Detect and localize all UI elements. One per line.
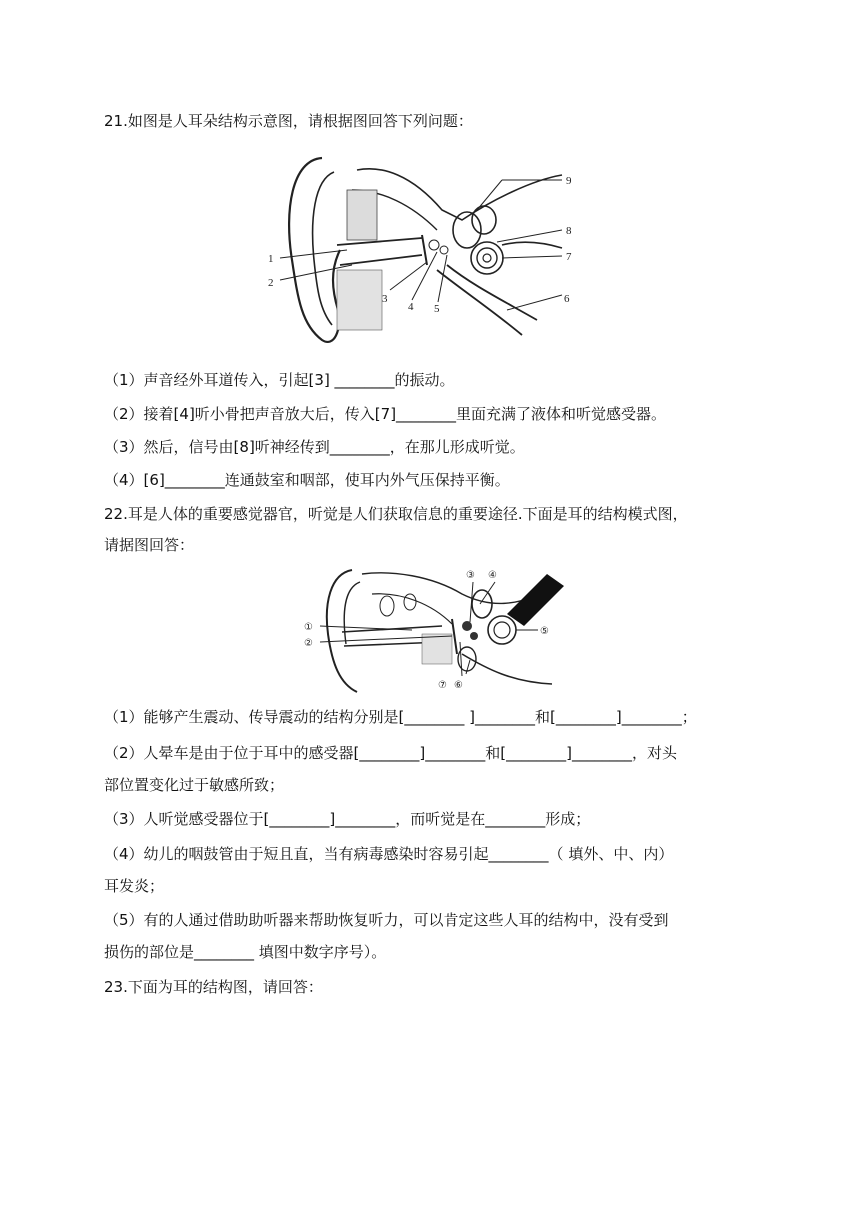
q22-title-line1: 22.耳是人体的重要感觉器官，听觉是人们获取信息的重要途径.下面是耳的结构模式图，	[104, 505, 688, 523]
q23-title: 23.下面为耳的结构图，请回答：	[104, 978, 323, 996]
q21-title: 21.如图是人耳朵结构示意图，请根据图回答下列问题：	[104, 112, 473, 130]
q22-item-4-cont: 耳发炎；	[104, 877, 165, 895]
ear-structure-diagram-1	[262, 150, 592, 350]
fig2-label-7: ⑦	[438, 680, 447, 691]
q21-item-1: （1）声音经外耳道传入，引起[3] ________的振动。	[104, 371, 455, 389]
fig2-label-2: ②	[304, 638, 313, 649]
fig2-label-4: ④	[488, 570, 497, 581]
q21-item-2: （2）接着[4]听小骨把声音放大后，传入[7]________里面充满了液体和听觉感受器。	[104, 405, 667, 423]
fig1-label-9: 9	[566, 175, 572, 187]
fig1-label-1: 1	[268, 253, 274, 265]
fig2-label-1: ①	[304, 622, 313, 633]
q22-item-1: （1）能够产生震动、传导震动的结构分别是[________ ]________和[________]________；	[104, 708, 697, 726]
q21-ear-figure	[262, 150, 592, 350]
q22-item-2-cont: 部位置变化过于敏感所致；	[104, 776, 285, 794]
q22-ear-figure	[302, 564, 572, 696]
fig1-label-8: 8	[566, 225, 572, 237]
fig1-label-7: 7	[566, 251, 572, 263]
q22-item-5: （5）有的人通过借助助听器来帮助恢复听力，可以肯定这些人耳的结构中，没有受到	[104, 911, 669, 929]
fig1-label-5: 5	[434, 303, 440, 315]
q21-item-4: （4）[6]________连通鼓室和咽部，使耳内外气压保持平衡。	[104, 471, 510, 489]
fig1-label-2: 2	[268, 277, 274, 289]
fig1-label-4: 4	[408, 301, 414, 313]
q22-title-line2: 请据图回答：	[104, 536, 195, 554]
fig1-label-3: 3	[382, 293, 388, 305]
q22-item-3: （3）人听觉感受器位于[________]________，而听觉是在________形成；	[104, 810, 591, 828]
q22-item-5-cont: 损伤的部位是________ 填图中数字序号）。	[104, 943, 387, 961]
fig2-label-5: ⑤	[540, 626, 549, 637]
q21-item-3: （3）然后，信号由[8]听神经传到________，在那儿形成听觉。	[104, 438, 525, 456]
q22-item-4: （4）幼儿的咽鼓管由于短且直，当有病毒感染时容易引起________（ 填外、中、内）	[104, 845, 674, 863]
fig1-label-6: 6	[564, 293, 570, 305]
q22-item-2: （2）人晕车是由于位于耳中的感受器[________]________和[________]________，对头	[104, 744, 677, 762]
fig2-label-3: ③	[466, 570, 475, 581]
fig2-label-6: ⑥	[454, 680, 463, 691]
ear-structure-diagram-2	[302, 564, 572, 696]
